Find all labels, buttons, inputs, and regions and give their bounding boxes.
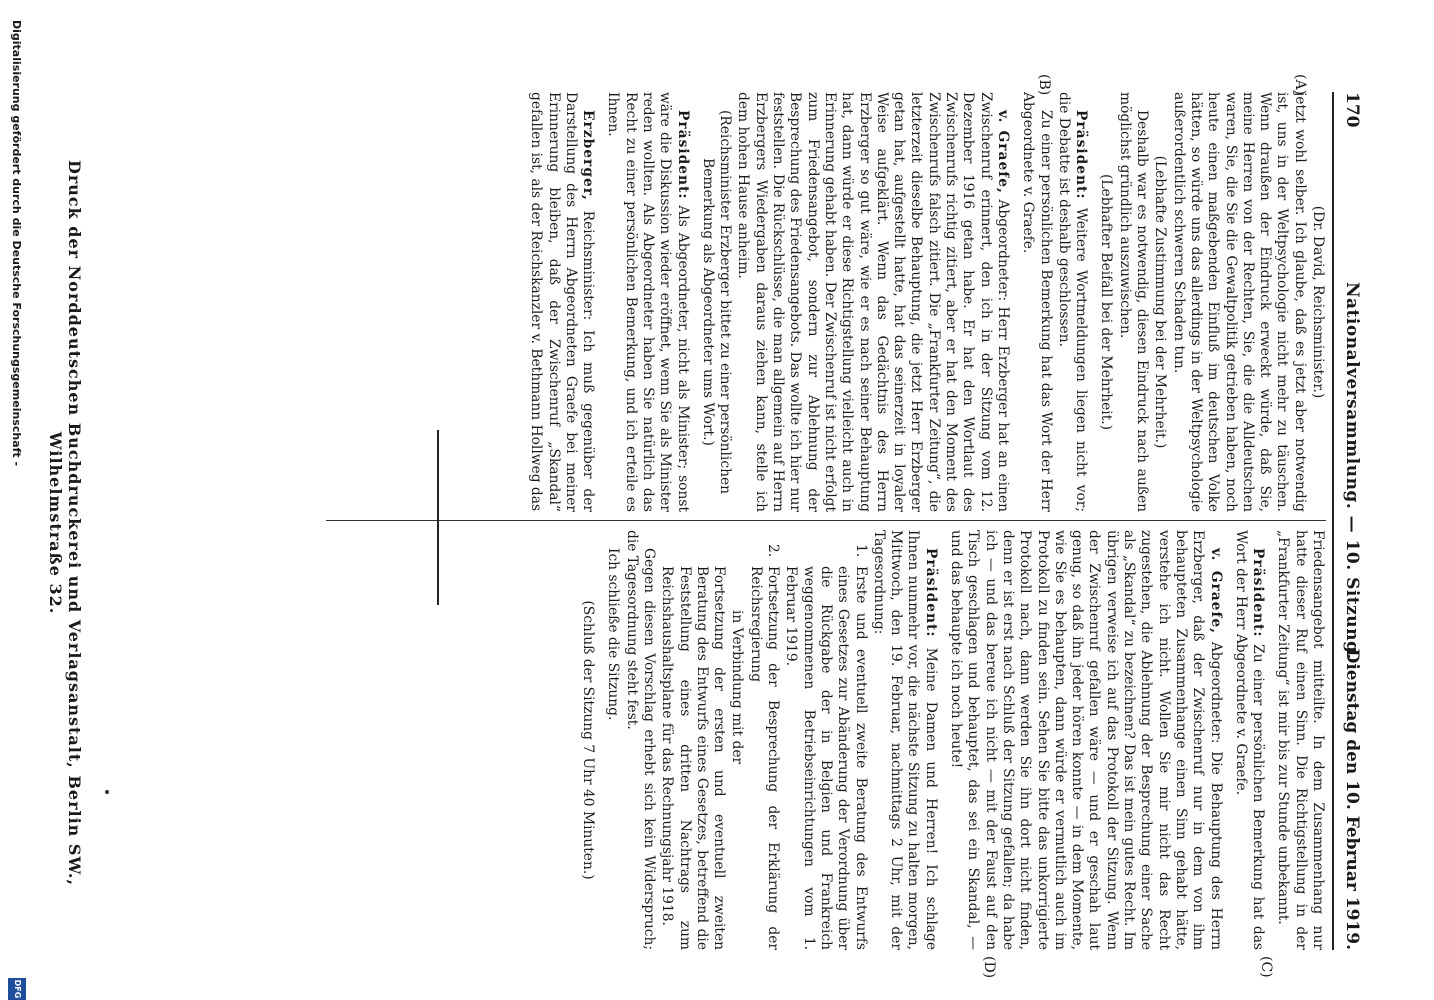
speech-text: Zu einer persönlichen Bemerkung hat das Wort der Herr Abgeordnete v. Graefe. <box>1232 530 1267 950</box>
column-divider <box>326 520 1326 521</box>
speech-text: Meine Damen und Herren! Ich schlage Ihnen nunmehr vor, die nächste Sitzung zu halten morgen, Mittwoch, den 19. Februar, nachmittags 2 Uhr, mit der Tagesordnung: <box>870 530 939 950</box>
speech-text: Abgeordneter: Die Behauptung des Herrn Erzberger, daß der Zwischenruf nur in dem von ihm behaupteten Zusammenhange einen Sinn gehabt hätte, verstehe ich nicht. Wollen Sie mir nicht das Recht zugestehen, die Ablehnung der Besprechung einer Sache als „Skandal“ zu bezeichnen? Das ist mein gutes Recht. Im übrigen verweise ich auf das Protokoll der Sitzung. Wenn der Zwischenruf gefallen wäre — und er geschah laut genug, so daß ihn jeder hören konnte — in dem Momente, wie Sie es behaupten, dann würde er vermutlich auch im Protokoll zu finden sein. Sehen Sie bitte das unkorrigierte Protokoll nach, dann werden Sie ihn dort nicht finden, denn er ist erst nach Schluß der Sitzung gefallen; da habe ich — und das bereue ich nicht — mit der Faust auf den Tisch geschlagen und behauptet, das sei ein Skandal, — und das behaupte ich noch heute! <box>948 530 1224 950</box>
credit-text: Digitalisierung gefördert durch die Deutsche Forschungsgemeinschaft - <box>10 20 23 467</box>
president-paragraph <box>604 92 690 512</box>
header-title: Nationalversammlung. — 10. Sitzung. <box>1342 282 1362 660</box>
speech-paragraph: Zu einer persönlichen Bemerkung hat das Wort der Herr Abgeordnete v. Graefe. <box>1020 92 1054 512</box>
margin-mark-c: (C) <box>1258 956 1274 978</box>
speaker-name: Präsident: <box>674 110 691 200</box>
speaker-name: Erzberger, <box>580 110 597 201</box>
agenda-text: Erste und eventuell zweite Beratung des Entwurfs eines Gesetzes zur Abänderung der Verordnung über die Rückgabe der in Belgien und Frankreich weggenommenen Betriebseinrichtungen vom 1. Februar 1919. <box>783 566 869 950</box>
dfg-logo-icon: DFG <box>8 978 26 1000</box>
margin-mark-d: (D) <box>981 956 997 979</box>
graefe-paragraph <box>947 530 1224 950</box>
speaker-name: Präsident: <box>922 548 939 638</box>
speaker-name: v. Graefe, <box>1207 548 1224 634</box>
end-rule <box>437 430 439 605</box>
agenda-subitem: Fortsetzung der ersten und eventuell zweiten Beratung des Entwurfs eines Gesetzes, betreffend die Feststellung eines dritten Nachtrags zum Reichshaushaltsplane für das Rechnungsjahr 1918. <box>659 566 728 950</box>
speaker-continuation: (Dr. David, Reichsminister.) <box>1310 205 1326 399</box>
agenda-item-2 <box>747 530 782 950</box>
president-paragraph <box>1055 92 1090 512</box>
speech-paragraph: jetzt wohl selber. Ich glaube, daß es jetzt aber notwendig ist, uns in der Weltpsychologie nicht mehr zu täuschen. Wenn draußen der Eindruck erweckt würde, daß Sie, meine Herren von der Rechten, Sie, die die Alldeutschen waren, Sie, die Sie die Gewaltpolitik getrieben haben, noch heute einen maßgebenden Einfluß im deutschen Volke hätten, so würde uns das allerdings in der Weltpsychologie außerordentlich schweren Schaden tun. <box>1170 92 1308 512</box>
president-paragraph <box>1232 530 1267 950</box>
interjection: (Lebhafter Beifall bei der Mehrheit.) <box>1098 173 1115 431</box>
speaker-name: Präsident: <box>1250 548 1267 638</box>
erzberger-paragraph <box>527 92 596 512</box>
page-header <box>1336 92 1366 950</box>
printer-imprint: Druck der Norddeutschen Buchdruckerei und Verlagsanstalt, Berlin SW., Wilhelmstraße 32. <box>46 159 84 887</box>
header-rule <box>1332 92 1334 950</box>
agenda-number: 1. <box>852 544 869 558</box>
interjection: (Lebhafte Zustimmung bei der Mehrheit.) <box>1152 155 1169 449</box>
speech-text: Abgeordneter: Herr Erzberger hat an einen Zwischenruf erinnert, den ich in der Sitzung vom 12. Dezember 1916 getan habe. Er hat den Wortlaut des Zwischenrufs richtig zitiert, aber er hat den Moment des Zwischenrufs falsch zitiert. Die „Frankfurter Zeitung“, die letzterzeit dieselbe Behauptung, die jetzt Herr Erzberger getan hat, aufgestellt hatte, hat das seinerzeit in loyaler Weise aufgeklärt. Wenn das Gedächtnis des Herrn Erzberger so gut wäre, wie er es nach seiner Behauptung hat, dann würde er diese Richtigstellung vielleicht auch in Erinnerung gehabt haben. Der Zwischenruf ist nicht erfolgt zum Friedensangebot, sondern zur Ablehnung der Besprechung des Friedensangebots. Das wollte ich hier nur feststellen. Die Rückschlüsse, die man allgemein auf Herrn Erzbergers Wiedergaben daraus ziehen kann, stelle ich dem hohen Hause anheim. <box>735 92 1011 513</box>
margin-mark-b: (B) <box>1036 74 1052 96</box>
session-close-note: (Schluß der Sitzung 7 Uhr 40 Minuten.) <box>580 600 597 880</box>
digitization-credit <box>4 20 26 1000</box>
speech-text: Weitere Wortmeldungen liegen nicht vor; die Debatte ist deshalb geschlossen. <box>1055 92 1090 513</box>
scan-speck <box>105 790 109 794</box>
speech-paragraph: Ich schließe die Sitzung. <box>605 548 622 721</box>
agenda-subline: in Verbindung mit der <box>729 610 746 765</box>
speaker-name: Präsident: <box>1073 110 1090 200</box>
speech-text: Als Abgeordneter, nicht als Minister; sonst wäre die Diskussion wieder eröffnet, wenn Sie als Minister reden wollten. Als Abgeordneter haben Sie natürlich das Recht zu einer persönlichen Bemerkung, und ich erteile es Ihnen. <box>605 92 691 512</box>
header-date: Dienstag den 10. Februar 1919. <box>1342 648 1362 950</box>
speech-paragraph: Friedensangebot mitteilte. In dem Zusammenhang nur hatte dieser Ruf einen Sinn. Die Richtigstellung in der „Frankfurter Zeitung“ ist mir bis zur Stunde unbekannt. <box>1275 530 1326 950</box>
page-number: 170 <box>1342 92 1362 128</box>
left-column <box>526 92 1326 512</box>
president-paragraph <box>870 530 939 950</box>
speaker-name: v. Graefe, <box>994 110 1011 194</box>
speech-paragraph: Gegen diesen Vorschlag erhebt sich kein Widerspruch; die Tagesordnung steht fest. <box>623 530 658 950</box>
agenda-text: Fortsetzung der Besprechung der Erklärung der Reichsregierung <box>747 566 782 950</box>
graefe-paragraph <box>734 92 1011 512</box>
right-column <box>578 530 1326 950</box>
margin-mark-a: (A) <box>1292 74 1308 96</box>
interjection: (Reichsminister Erzberger bittet zu einer persönlichen Bemerkung als Abgeordneter ums Wort.) <box>699 109 734 495</box>
agenda-item-1 <box>782 530 868 950</box>
speech-paragraph: Deshalb war es notwendig, diesen Eindruck nach außen möglichst gründlich auszuwischen. <box>1116 92 1151 512</box>
agenda-number: 2. <box>765 544 782 558</box>
speech-text: Reichsminister: Ich muß gegenüber der Darstellung des Herrn Abgeordneten Graefe bei meiner Erinnerung bleiben, daß der Zwischenruf „Skandal“ gefallen ist, als der Reichskanzler v. Bethmann Hollweg das <box>528 92 597 512</box>
